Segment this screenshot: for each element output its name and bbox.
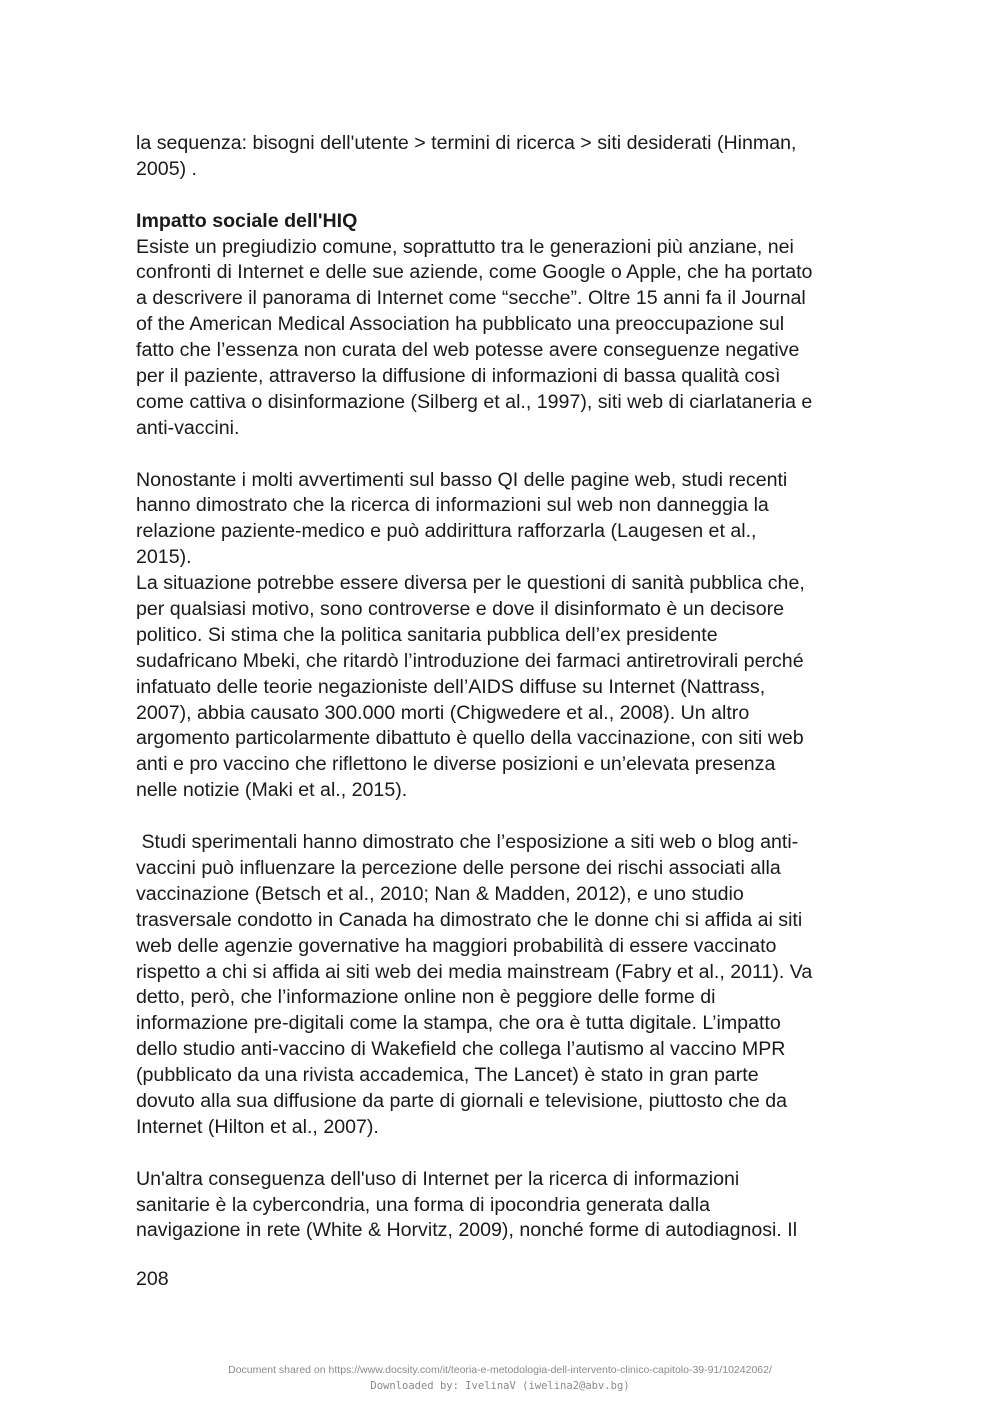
text-line: Nonostante i molti avvertimenti sul basso QI delle pagine web, studi recenti	[136, 468, 788, 491]
document-body	[136, 131, 876, 1244]
text-line: fatto che l’essenza non curata del web potesse avere conseguenze negative	[136, 339, 800, 362]
text-line: sudafricano Mbeki, che ritardò l’introduzione dei farmaci antiretrovirali perché	[136, 649, 804, 672]
text-line: come cattiva o disinformazione (Silberg et al., 1997), siti web di ciarlataneria e	[136, 390, 813, 413]
text-line: informazione pre-digitali come la stampa, che ora è tutta digitale. L’impatto	[136, 1012, 781, 1035]
text-line: dello studio anti-vaccino di Wakefield che collega l’autismo al vaccino MPR	[136, 1038, 786, 1061]
text-line: 2007), abbia causato 300.000 morti (Chigwedere et al., 2008). Un altro	[136, 701, 750, 724]
text-line: 2015).	[136, 546, 192, 569]
text-line: navigazione in rete (White & Horvitz, 2009), nonché forme di autodiagnosi. Il	[136, 1219, 798, 1242]
text-line: 2005) .	[136, 157, 198, 180]
footer-downloaded-notice: Downloaded by: IvelinaV (iwelina2@abv.bg)	[370, 1380, 630, 1392]
text-line: sanitarie è la cybercondria, una forma di ipocondria generata dalla	[136, 1193, 711, 1216]
text-line: Studi sperimentali hanno dimostrato che l’esposizione a siti web o blog anti-	[136, 831, 799, 854]
text-line: Internet (Hilton et al., 2007).	[136, 1115, 379, 1138]
text-line: relazione paziente-medico e può addirittura rafforzarla (Laugesen et al.,	[136, 520, 757, 543]
text-line: a descrivere il panorama di Internet come “secche”. Oltre 15 anni fa il Journal	[136, 287, 806, 310]
text-line: of the American Medical Association ha pubblicato una preoccupazione sul	[136, 313, 785, 336]
text-line: vaccini può influenzare la percezione delle persone dei rischi associati alla	[136, 856, 781, 879]
text-line: politico. Si stima che la politica sanitaria pubblica dell’ex presidente	[136, 623, 718, 646]
text-line: detto, però, che l’informazione online non è peggiore delle forme di	[136, 986, 716, 1009]
text-line: vaccinazione (Betsch et al., 2010; Nan & Madden, 2012), e uno studio	[136, 882, 744, 905]
text-line: infatuato delle teorie negazioniste dell’AIDS diffuse su Internet (Nattrass,	[136, 675, 766, 698]
text-line: per il paziente, attraverso la diffusione di informazioni di bassa qualità così	[136, 365, 781, 388]
text-line: confronti di Internet e delle sue aziende, come Google o Apple, che ha portato	[136, 261, 813, 284]
page-number: 208	[136, 1268, 169, 1290]
text-line: trasversale condotto in Canada ha dimostrato che le donne chi si affida ai siti	[136, 908, 803, 931]
text-line: nelle notizie (Maki et al., 2015).	[136, 779, 408, 802]
section-heading: Impatto sociale dell'HIQ	[136, 209, 358, 232]
text-line: dovuto alla sua diffusione da parte di giornali e televisione, piuttosto che da	[136, 1089, 788, 1112]
text-line: hanno dimostrato che la ricerca di informazioni sul web non danneggia la	[136, 494, 769, 517]
text-line: La situazione potrebbe essere diversa per le questioni di sanità pubblica che,	[136, 572, 805, 595]
text-line: Un'altra conseguenza dell'uso di Internet per la ricerca di informazioni	[136, 1167, 740, 1190]
text-line: web delle agenzie governative ha maggiori probabilità di essere vaccinato	[136, 934, 777, 957]
text-line: (pubblicato da una rivista accademica, The Lancet) è stato in gran parte	[136, 1064, 759, 1087]
text-line: anti e pro vaccino che riflettono le diverse posizioni e un’elevata presenza	[136, 753, 776, 776]
text-line: rispetto a chi si affida ai siti web dei media mainstream (Fabry et al., 2011). Va	[136, 960, 813, 983]
blank-line	[136, 442, 876, 468]
text-line: argomento particolarmente dibattuto è quello della vaccinazione, con siti web	[136, 727, 804, 750]
text-line: Esiste un pregiudizio comune, soprattutto tra le generazioni più anziane, nei	[136, 235, 794, 258]
blank-line	[136, 804, 876, 830]
text-line: per qualsiasi motivo, sono controverse e dove il disinformato è un decisore	[136, 598, 785, 621]
footer-shared-notice: Document shared on https://www.docsity.com/it/teoria-e-metodologia-dell-intervento-clinico-capitolo-39-91/10242062/	[228, 1364, 772, 1376]
text-line: anti-vaccini.	[136, 416, 240, 439]
text-line: la sequenza: bisogni dell'utente > termini di ricerca > siti desiderati (Hinman,	[136, 132, 797, 154]
blank-line	[136, 183, 876, 209]
blank-line	[136, 1141, 876, 1167]
